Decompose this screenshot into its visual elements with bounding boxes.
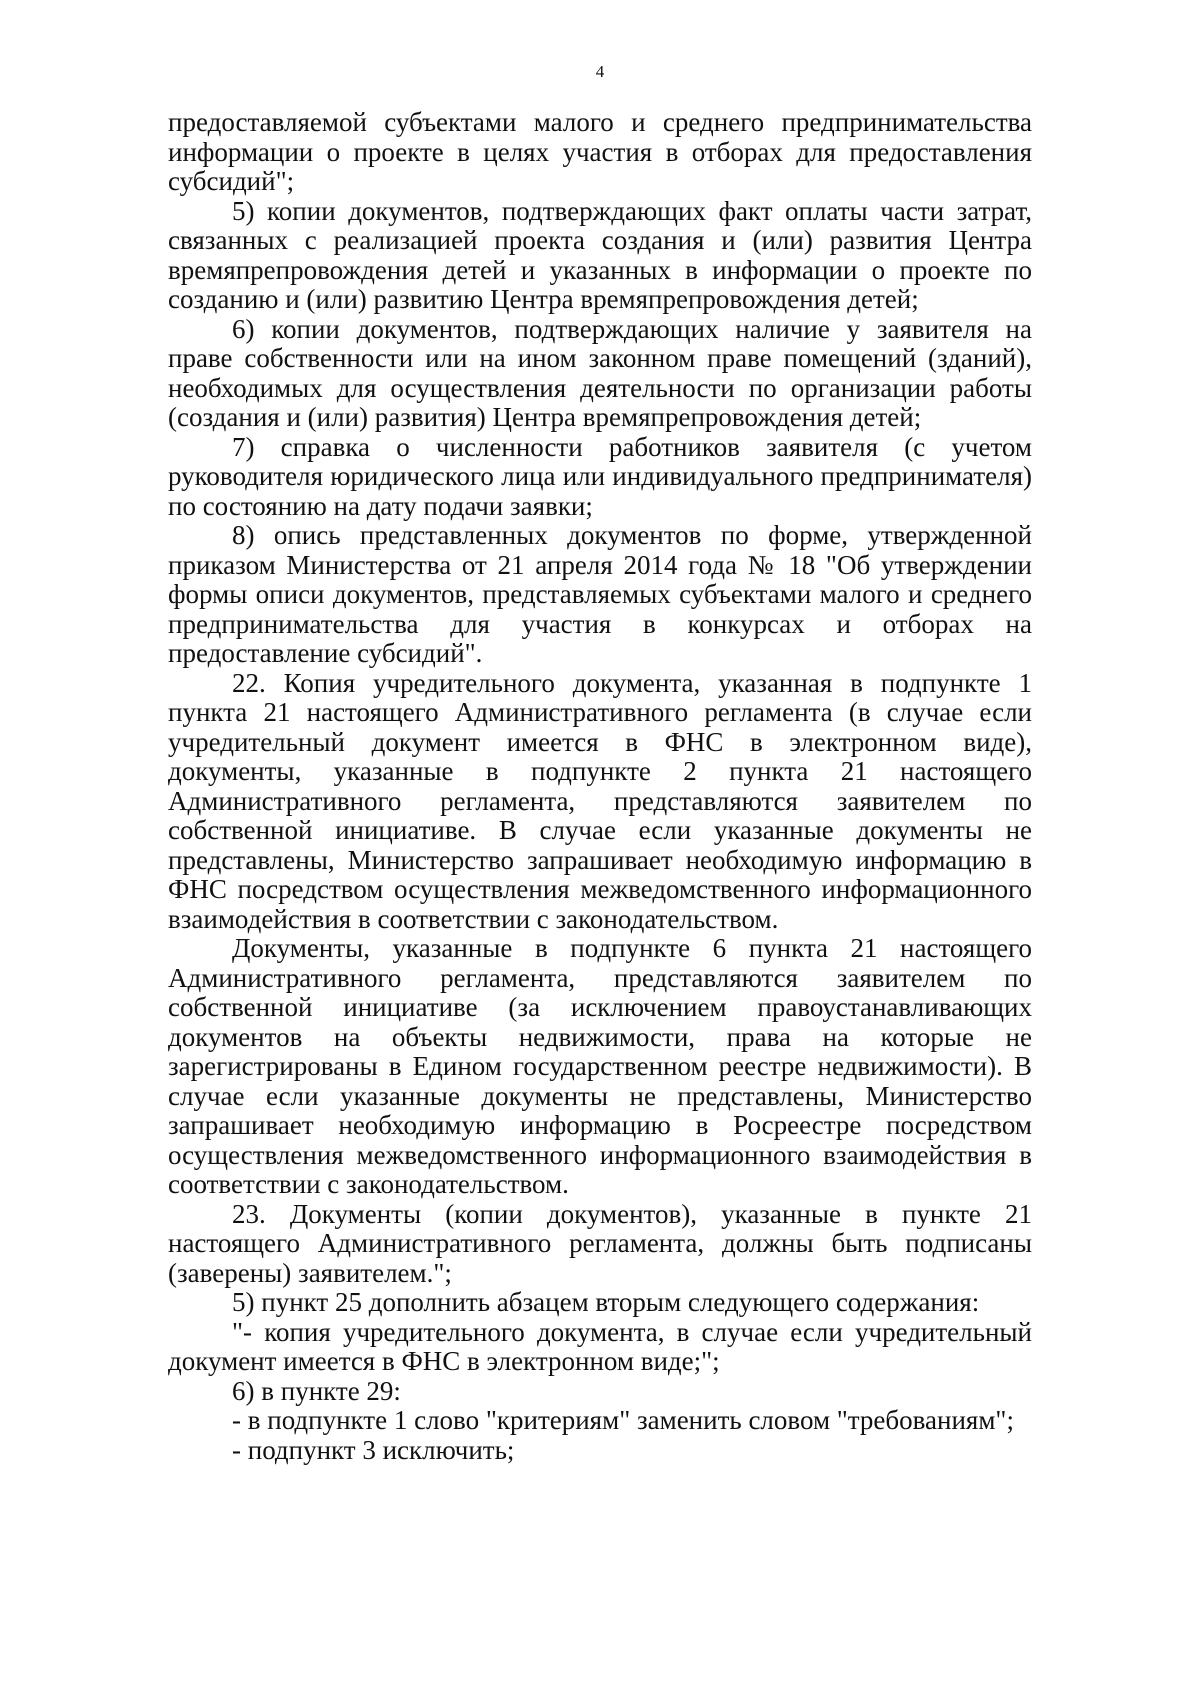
paragraph-item-5: 5) копии документов, подтверждающих факт оплаты части затрат, связанных с реализацией проекта создания и (или) развития Центра времяпрепровождения детей и указанных в информации о проекте по созданию и (или) развитию Центра времяпрепровождения детей; [168, 195, 1032, 314]
paragraph-continuation: предоставляемой субъектами малого и среднего предпринимательства информации о проекте в целях участия в отборах для предоставления субсидий"; [168, 107, 1032, 196]
paragraph-amendment-5-text: "- копия учредительного документа, в случае если учредительный документ имеется в ФНС в электронном виде;"; [168, 1316, 1032, 1376]
paragraph-clause-22: 22. Копия учредительного документа, указанная в подпункте 1 пункта 21 настоящего Административного регламента (в случае если учредительный документ имеется в ФНС в электронном виде), документы, указанные в подпункте 2 пункта 21 настоящего Административного регламента, представляются заявителем по собственной инициативе. В случае если указанные документы не представлены, Министерство запрашивает необходимую информацию в ФНС посредством осуществления межведомственного информационного взаимодействия в соответствии с законодательством. [168, 667, 1032, 934]
paragraph-item-8: 8) опись представленных документов по форме, утвержденной приказом Министерства от 21 апреля 2014 года № 18 "Об утверждении формы описи документов, представляемых субъектами малого и среднего предпринимательства для участия в конкурсах и отборах на предоставление субсидий". [168, 520, 1032, 668]
paragraph-documents: Документы, указанные в подпункте 6 пункта 21 настоящего Административного регламента, представляются заявителем по собственной инициативе (за исключением правоустанавливающих документов на объекты недвижимости, права на которые не зарегистрированы в Едином государственном реестре недвижимости). В случае если указанные документы не представлены, Министерство запрашивает необходимую информацию в Росреестре посредством осуществления межведомственного информационного взаимодействия в соответствии с законодательством. [168, 933, 1032, 1199]
paragraph-item-6: 6) копии документов, подтверждающих наличие у заявителя на праве собственности или на ином законном праве помещений (зданий), необходимых для осуществления деятельности по организации работы (создания и (или) развития) Центра времяпрепровождения детей; [168, 313, 1032, 432]
document-body [168, 108, 1032, 1465]
paragraph-amendment-6-sub-3: - подпункт 3 исключить; [232, 1434, 515, 1465]
paragraph-amendment-5: 5) пункт 25 дополнить абзацем вторым следующего содержания: [232, 1287, 980, 1317]
paragraph-amendment-6-sub-1: - в подпункте 1 слово "критериям" заменить словом "требованиям"; [232, 1405, 1014, 1435]
paragraph-amendment-6: 6) в пункте 29: [232, 1375, 401, 1406]
page-number: 4 [595, 62, 605, 81]
paragraph-item-7: 7) справка о численности работников заявителя (с учетом руководителя юридического лица или индивидуального предпринимателя) по состоянию на дату подачи заявки; [168, 431, 1032, 521]
paragraph-clause-23: 23. Документы (копии документов), указанные в пункте 21 настоящего Административного регламента, должны быть подписаны (заверены) заявителем."; [168, 1198, 1032, 1288]
